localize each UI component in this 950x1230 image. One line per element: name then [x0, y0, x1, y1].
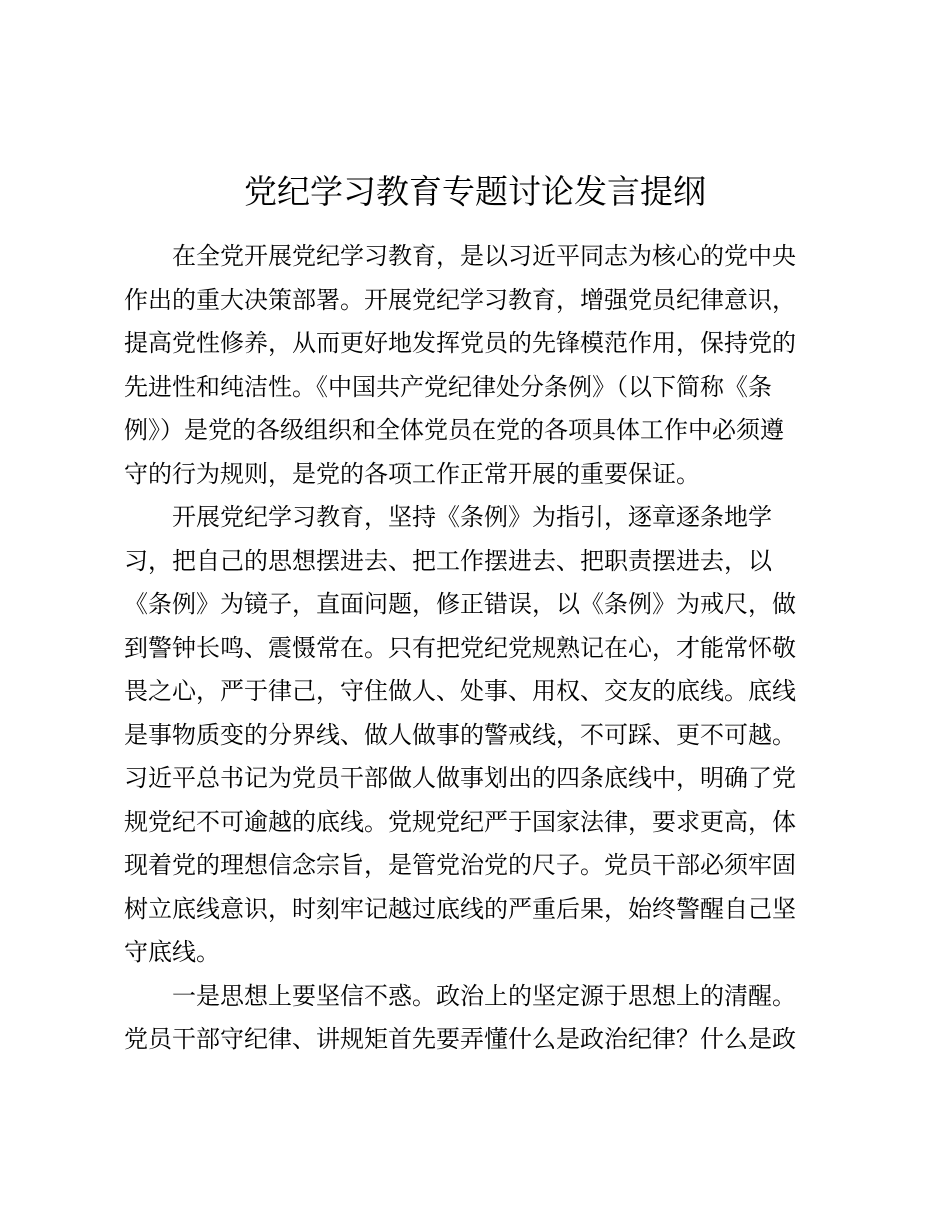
- text-line: 开展党纪学习教育，坚持《条例》为指引，逐章逐条地学: [172, 503, 772, 531]
- paragraph-3: [124, 975, 820, 1062]
- text-line: 守底线。: [124, 938, 220, 966]
- paragraph-1: [124, 235, 820, 496]
- text-line: 树立底线意识，时刻牢记越过底线的严重后果，始终警醒自己坚: [124, 894, 796, 923]
- text-line: 党员干部守纪律、讲规矩首先要弄懂什么是政治纪律？什么是政: [124, 1025, 796, 1053]
- document-title: 党纪学习教育专题讨论发言提纲: [244, 172, 706, 211]
- text-line: 守的行为规则，是党的各项工作正常开展的重要保证。: [124, 459, 700, 488]
- text-line: 习，把自己的思想摆进去、把工作摆进去、把职责摆进去，以: [124, 546, 772, 575]
- text-line: 作出的重大决策部署。开展党纪学习教育，增强党员纪律意识，: [124, 285, 796, 314]
- text-line: 一是思想上要坚信不惑。政治上的坚定源于思想上的清醒。: [172, 981, 796, 1010]
- text-line: 习近平总书记为党员干部做人做事划出的四条底线中，明确了党: [124, 764, 796, 792]
- text-line: 到警钟长鸣、震慑常在。只有把党纪党规熟记在心，才能常怀敬: [124, 633, 796, 662]
- text-line: 现着党的理想信念宗旨，是管党治党的尺子。党员干部必须牢固: [124, 851, 796, 879]
- text-line: 在全党开展党纪学习教育，是以习近平同志为核心的党中央: [172, 242, 796, 270]
- text-line: 《条例》为镜子，直面问题，修正错误，以《条例》为戒尺，做: [124, 590, 796, 618]
- text-line: 是事物质变的分界线、做人做事的警戒线，不可踩、更不可越。: [124, 720, 796, 749]
- text-line: 先进性和纯洁性。《中国共产党纪律处分条例》（以下简称《条: [124, 372, 772, 401]
- paragraph-2: [124, 496, 820, 975]
- text-line: 规党纪不可逾越的底线。党规党纪严于国家法律，要求更高，体: [124, 807, 796, 836]
- text-line: 提高党性修养，从而更好地发挥党员的先锋模范作用，保持党的: [124, 329, 796, 357]
- document-body: [124, 235, 820, 1062]
- text-line: 畏之心，严于律己，守住做人、处事、用权、交友的底线。底线: [124, 677, 796, 705]
- text-line: 例》）是党的各级组织和全体党员在党的各项具体工作中必须遵: [124, 416, 784, 444]
